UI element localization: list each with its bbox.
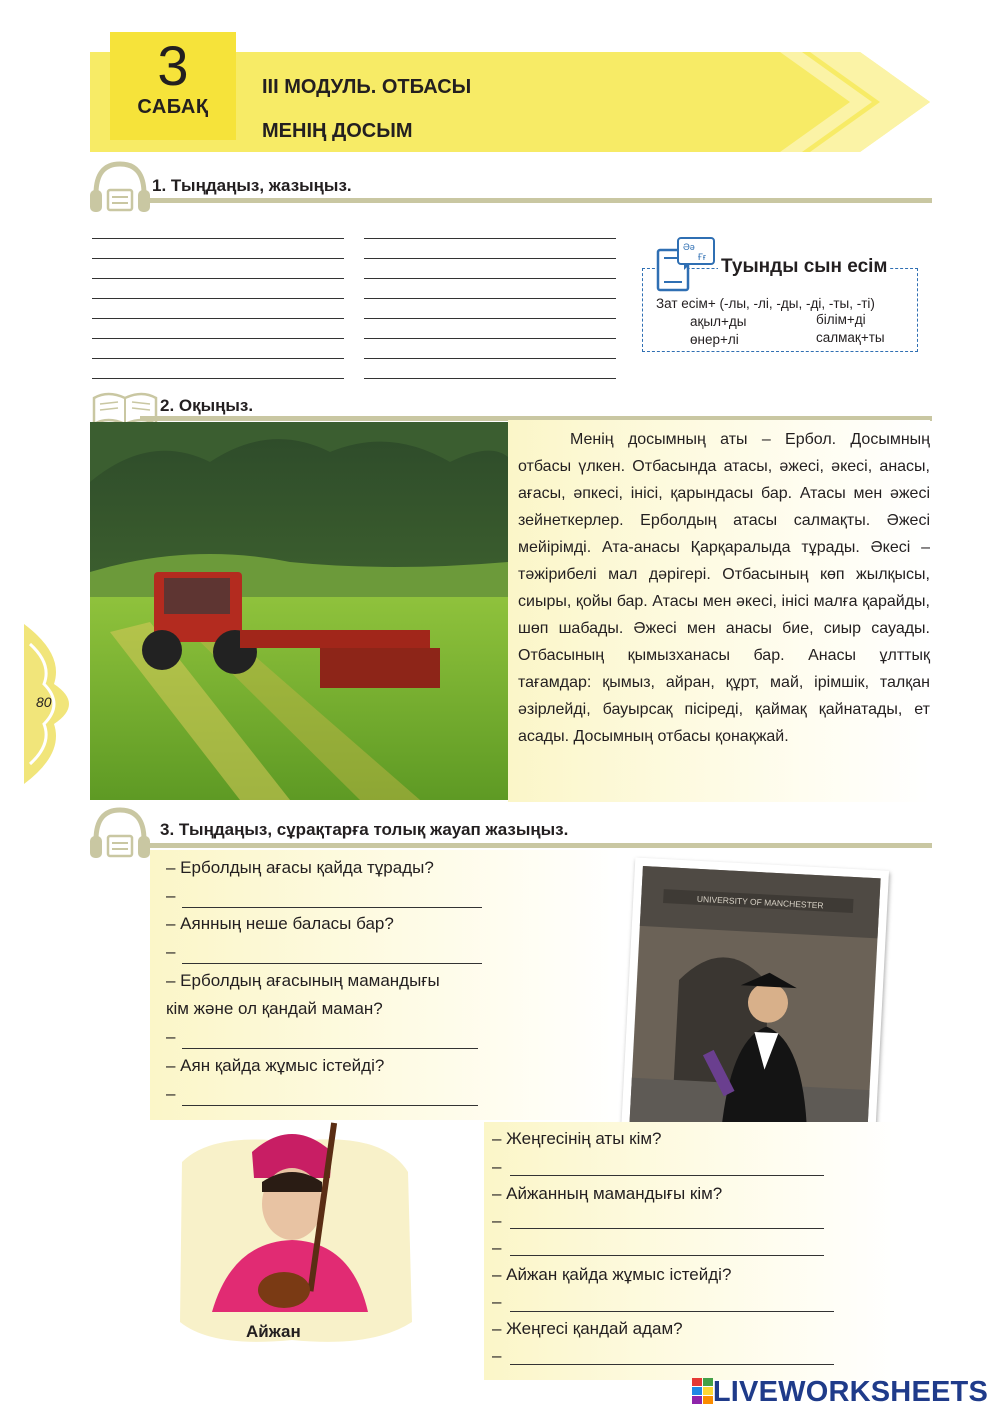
liveworksheets-brand[interactable]: LIVEWORKSHEETS [712, 1376, 988, 1408]
section1-rule [140, 198, 932, 203]
question-text: – Айжан қайда жұмыс істейді? [492, 1265, 732, 1284]
answer-line[interactable] [182, 907, 482, 908]
questions-background [484, 1122, 904, 1380]
university-sign: UNIVERSITY OF MANCHESTER [696, 893, 824, 911]
lesson-number: 3 [157, 34, 189, 97]
answer-line[interactable] [510, 1311, 834, 1312]
headphones-icon [88, 806, 152, 862]
liveworksheets-logo-icon [692, 1378, 714, 1404]
answer-line[interactable] [182, 963, 482, 964]
svg-text:Ғғ: Ғғ [698, 252, 707, 262]
info-example: өнер+лі [690, 332, 739, 347]
headphones-icon [88, 160, 152, 216]
topic-title: МЕНІҢ ДОСЫМ [262, 120, 413, 142]
tractor-field-photo [90, 422, 508, 800]
answer-dash: – [166, 1084, 176, 1103]
university-graduate-photo [621, 858, 889, 1147]
answer-dash: – [492, 1238, 502, 1257]
answer-lines-right[interactable] [364, 238, 616, 379]
answer-line[interactable] [510, 1255, 824, 1256]
question-text: – Айжанның мамандығы кім? [492, 1184, 723, 1203]
page-number: 80 [36, 694, 52, 710]
question-text: – Жеңгесінің аты кім? [492, 1129, 662, 1148]
module-title: III МОДУЛЬ. ОТБАСЫ [262, 76, 472, 98]
answer-dash: – [492, 1211, 502, 1230]
question-text: – Ерболдың ағасының мамандығы [166, 971, 440, 990]
info-rule: Зат есім+ (-лы, -лі, -ды, -ді, -ты, -ті) [656, 296, 875, 311]
girl-with-dombra-photo [172, 1122, 418, 1348]
answer-dash: – [166, 1027, 176, 1046]
answer-line[interactable] [510, 1364, 834, 1365]
svg-text:Әә: Әә [683, 242, 695, 252]
answer-dash: – [166, 942, 176, 961]
answer-dash: – [492, 1157, 502, 1176]
section1-title: 1. Тыңдаңыз, жазыңыз. [152, 176, 352, 195]
answer-line[interactable] [510, 1228, 824, 1229]
lesson-label: САБАҚ [137, 96, 209, 118]
question-text: – Жеңгесі қандай адам? [492, 1319, 683, 1338]
reading-text: Менің досымның аты – Ербол. Досымның отбасы үлкен. Отбасында атасы, әжесі, әкесі, анасы, ағасы, әпкесі, інісі, қарындасы бар. Атасы мен әжесі зейнеткерлер. Ерболдың атасы салмақты. Әжесі мейірімді. Ата-анасы Қарқаралыда тұрады. Әкесі – тәжірибелі мал дәрігері. Отбасының көп жылқысы, сиыры, қойы бар. Атасы мен әкесі, інісі малға қарайды, шөп шабады. Әжесі мен анасы бие, сиыр сауады. Отбасының қымызханасы бар. Анасы ұлттық тағамдар: қымыз, айран, құрт, май, ірімшік, талқан әзірлейді, бауырсақ пісіреді, қаймақ қайнатады, ет асады. Досымның отбасы қонақжай. [518, 431, 930, 745]
info-example: білім+ді [816, 312, 866, 327]
info-example: салмақ+ты [816, 330, 885, 345]
answer-dash: – [166, 886, 176, 905]
question-text: кім және ол қандай маман? [166, 999, 383, 1018]
answer-line[interactable] [182, 1105, 478, 1106]
kazakh-ornament-icon [24, 624, 86, 784]
answer-line[interactable] [510, 1175, 824, 1176]
section2-title: 2. Оқыңыз. [160, 396, 254, 415]
answer-lines-left[interactable] [92, 238, 344, 379]
info-title: Туынды сын есім [718, 256, 890, 278]
answer-dash: – [492, 1292, 502, 1311]
portrait-caption: Айжан [246, 1322, 301, 1341]
answer-line[interactable] [182, 1048, 478, 1049]
section3-title: 3. Тыңдаңыз, сұрақтарға толық жауап жазыңыз. [160, 820, 569, 839]
dictionary-icon [656, 236, 718, 294]
question-text: – Аян қайда жұмыс істейді? [166, 1056, 385, 1075]
lesson-badge [110, 32, 236, 140]
section3-rule [140, 843, 932, 848]
question-text: – Ерболдың ағасы қайда тұрады? [166, 858, 434, 877]
info-example: ақыл+ды [690, 314, 747, 329]
question-text: – Аянның неше баласы бар? [166, 914, 394, 933]
answer-dash: – [492, 1346, 502, 1365]
